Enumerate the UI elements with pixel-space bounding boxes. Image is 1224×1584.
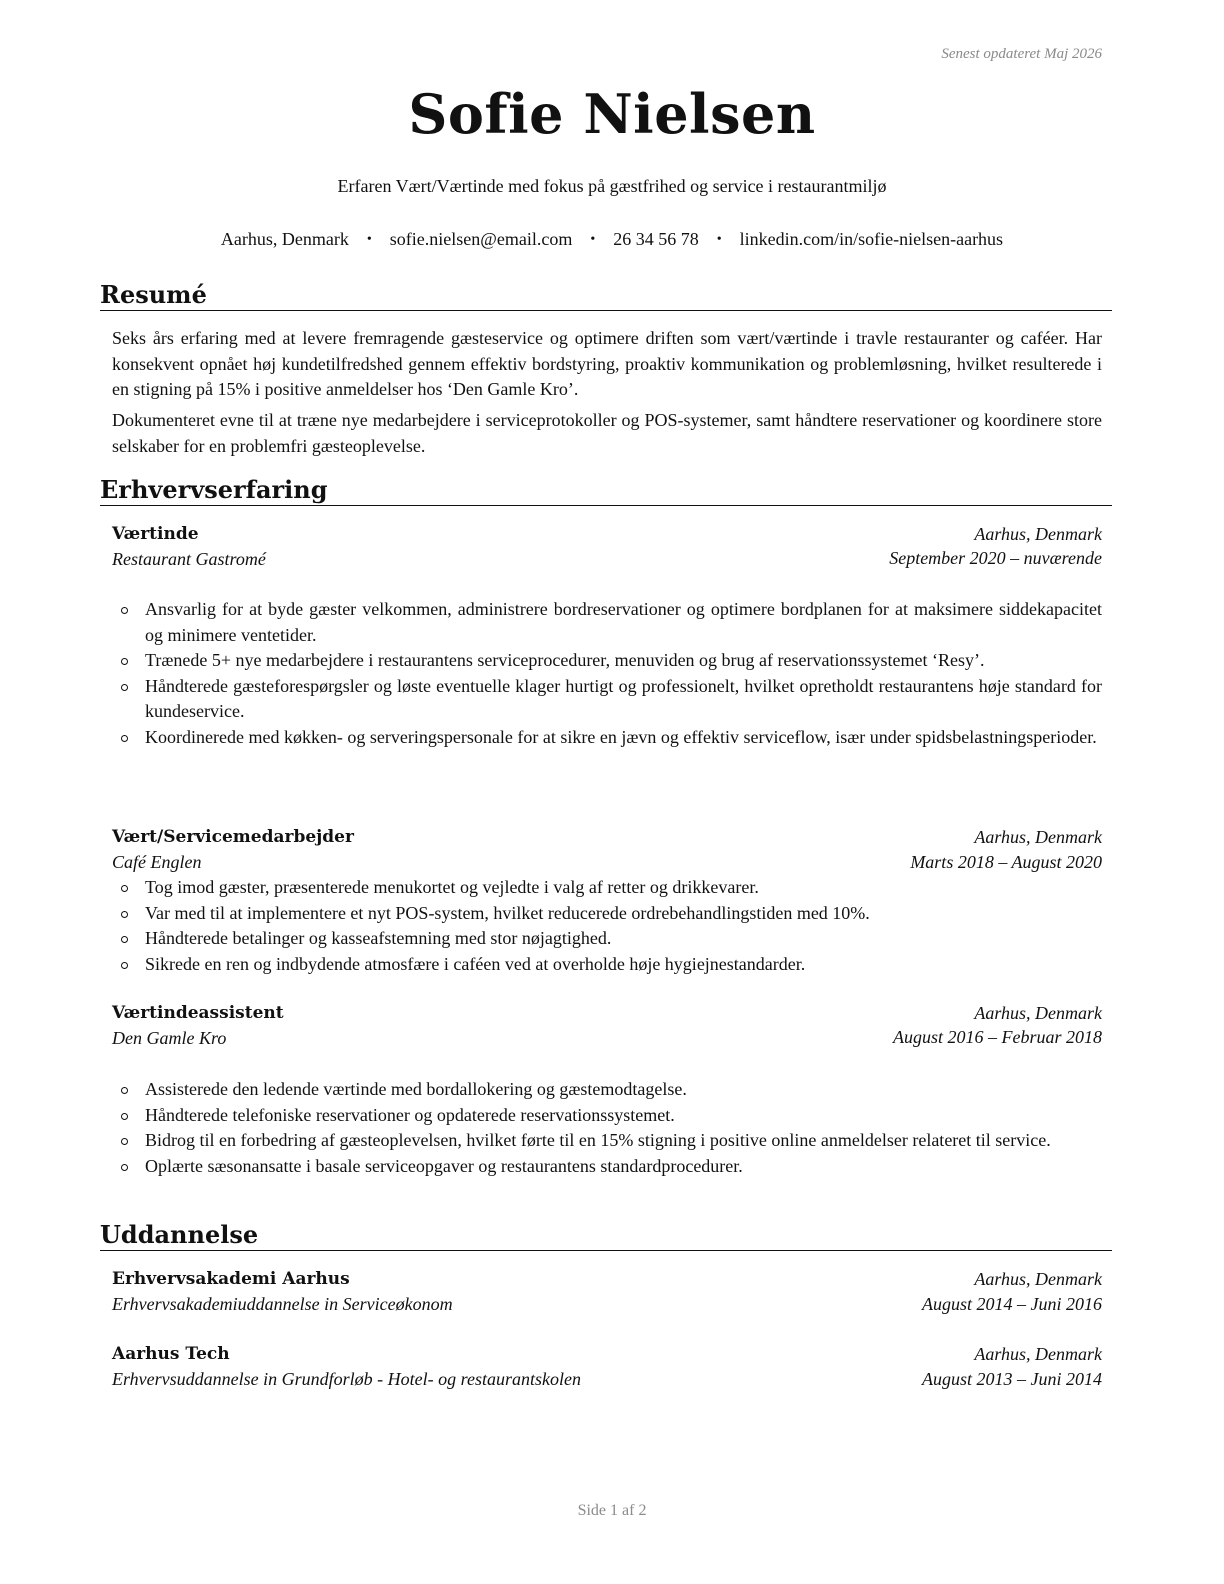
list-item: Bidrog til en forbedring af gæsteoplevelsen, hvilket førte til en 15% stigning i positive online anmeldelser relateret til service. xyxy=(112,1128,1102,1154)
bullet-circle-icon xyxy=(121,1113,128,1120)
job-header xyxy=(112,1000,1102,1026)
job-location: Aarhus, Denmark xyxy=(974,827,1102,847)
list-item: Koordinerede med køkken- og serveringspersonale for at sikre en jævn og effektiv serviceflow, især under spidsbelastningsperioder. xyxy=(112,725,1102,751)
education-dates: August 2014 – Juni 2016 xyxy=(922,1294,1102,1314)
job-location: Aarhus, Denmark xyxy=(974,1003,1102,1023)
education-subheader xyxy=(112,1291,1102,1317)
list-item: Assisterede den ledende værtinde med bordallokering og gæstemodtagelse. xyxy=(112,1077,1102,1103)
list-item: Tog imod gæster, præsenterede menukortet og vejledte i valg af retter og drikkevarer. xyxy=(112,875,1102,901)
contact-phone: 26 34 56 78 xyxy=(613,229,699,249)
job-header xyxy=(112,521,1102,547)
job-dates: September 2020 – nuværende xyxy=(889,548,1102,568)
education-school: Aarhus Tech xyxy=(112,1344,230,1364)
last-updated: Senest opdateret Maj 2026 xyxy=(941,46,1102,62)
job-location: Aarhus, Denmark xyxy=(974,524,1102,544)
bullet-circle-icon xyxy=(121,684,128,691)
bullet-circle-icon xyxy=(121,658,128,665)
candidate-headline: Erfaren Vært/Værtinde med fokus på gæstfrihed og service i restaurantmiljø xyxy=(337,176,887,196)
separator-dot: • xyxy=(590,232,596,247)
education-school: Erhvervsakademi Aarhus xyxy=(112,1269,350,1289)
job-subheader xyxy=(112,1025,1102,1051)
job-dates: Marts 2018 – August 2020 xyxy=(910,852,1102,872)
contact-line xyxy=(0,229,1224,250)
list-item: Trænede 5+ nye medarbejdere i restaurantens serviceprocedurer, menuviden og brug af reservationssystemet ‘Resy’. xyxy=(112,648,1102,674)
section-title-education: Uddannelse xyxy=(100,1220,1112,1251)
job-header xyxy=(112,824,1102,850)
summary-paragraph: Seks års erfaring med at levere fremragende gæsteservice og optimere driften som vært/værtinde i travle restauranter og caféer. Har konsekvent opnået høj kundetilfredshed gennem effektiv bordstyring, proaktiv kommunikation og problemløsning, hvilket resulterede i en stigning på 15% i positive anmeldelser hos ‘Den Gamle Kro’. xyxy=(112,328,1102,399)
candidate-name: Sofie Nielsen xyxy=(408,82,816,146)
job-subheader xyxy=(112,546,1102,572)
list-item: Sikrede en ren og indbydende atmosfære i caféen ved at overholde høje hygiejnestandarder. xyxy=(112,952,1102,978)
contact-linkedin[interactable]: linkedin.com/in/sofie-nielsen-aarhus xyxy=(739,229,1004,249)
job-company: Den Gamle Kro xyxy=(112,1028,227,1048)
job-company: Café Englen xyxy=(112,852,202,872)
contact-email[interactable]: sofie.nielsen@email.com xyxy=(389,229,573,249)
education-location: Aarhus, Denmark xyxy=(974,1344,1102,1364)
list-item: Ansvarlig for at byde gæster velkommen, administrere bordreservationer og optimere bordplanen for at maksimere siddekapacitet og minimere ventetider. xyxy=(112,597,1102,648)
bullet-circle-icon xyxy=(121,962,128,969)
job-role: Værtindeassistent xyxy=(112,1003,284,1023)
job-bullets xyxy=(112,875,1102,977)
job-dates: August 2016 – Februar 2018 xyxy=(893,1027,1102,1047)
education-dates: August 2013 – Juni 2014 xyxy=(922,1369,1102,1389)
education-degree: Erhvervsakademiuddannelse in Serviceøkonom xyxy=(112,1294,453,1314)
section-title-summary: Resumé xyxy=(100,280,1112,311)
bullet-circle-icon xyxy=(121,607,128,614)
job-role: Vært/Servicemedarbejder xyxy=(112,827,354,847)
education-degree: Erhvervsuddannelse in Grundforløb - Hotel- og restaurantskolen xyxy=(112,1369,581,1389)
bullet-circle-icon xyxy=(121,1164,128,1171)
education-location: Aarhus, Denmark xyxy=(974,1269,1102,1289)
section-title-experience: Erhvervserfaring xyxy=(100,475,1112,506)
separator-dot: • xyxy=(366,232,372,247)
separator-dot: • xyxy=(716,232,722,247)
bullet-circle-icon xyxy=(121,911,128,918)
list-item: Var med til at implementere et nyt POS-system, hvilket reducerede ordrebehandlingstiden med 10%. xyxy=(112,901,1102,927)
page-number: Side 1 af 2 xyxy=(577,1502,647,1519)
bullet-circle-icon xyxy=(121,1138,128,1145)
job-bullets xyxy=(112,597,1102,750)
list-item: Håndterede betalinger og kasseafstemning med stor nøjagtighed. xyxy=(112,926,1102,952)
bullet-circle-icon xyxy=(121,735,128,742)
bullet-circle-icon xyxy=(121,885,128,892)
bullet-circle-icon xyxy=(121,936,128,943)
job-bullets xyxy=(112,1077,1102,1179)
job-subheader xyxy=(112,849,1102,875)
education-subheader xyxy=(112,1366,1102,1392)
contact-location: Aarhus, Denmark xyxy=(220,229,349,249)
education-header xyxy=(112,1341,1102,1367)
list-item: Håndterede telefoniske reservationer og opdaterede reservationssystemet. xyxy=(112,1103,1102,1129)
bullet-circle-icon xyxy=(121,1087,128,1094)
job-role: Værtinde xyxy=(112,524,199,544)
job-company: Restaurant Gastromé xyxy=(112,549,266,569)
list-item: Oplærte sæsonansatte i basale serviceopgaver og restaurantens standardprocedurer. xyxy=(112,1154,1102,1180)
summary-paragraph: Dokumenteret evne til at træne nye medarbejdere i serviceprotokoller og POS-systemer, samt håndtere reservationer og koordinere store selskaber for en problemfri gæsteoplevelse. xyxy=(112,410,1102,456)
list-item: Håndterede gæsteforespørgsler og løste eventuelle klager hurtigt og professionelt, hvilket opretholdt restaurantens høje standard for kundeservice. xyxy=(112,674,1102,725)
education-header xyxy=(112,1266,1102,1292)
